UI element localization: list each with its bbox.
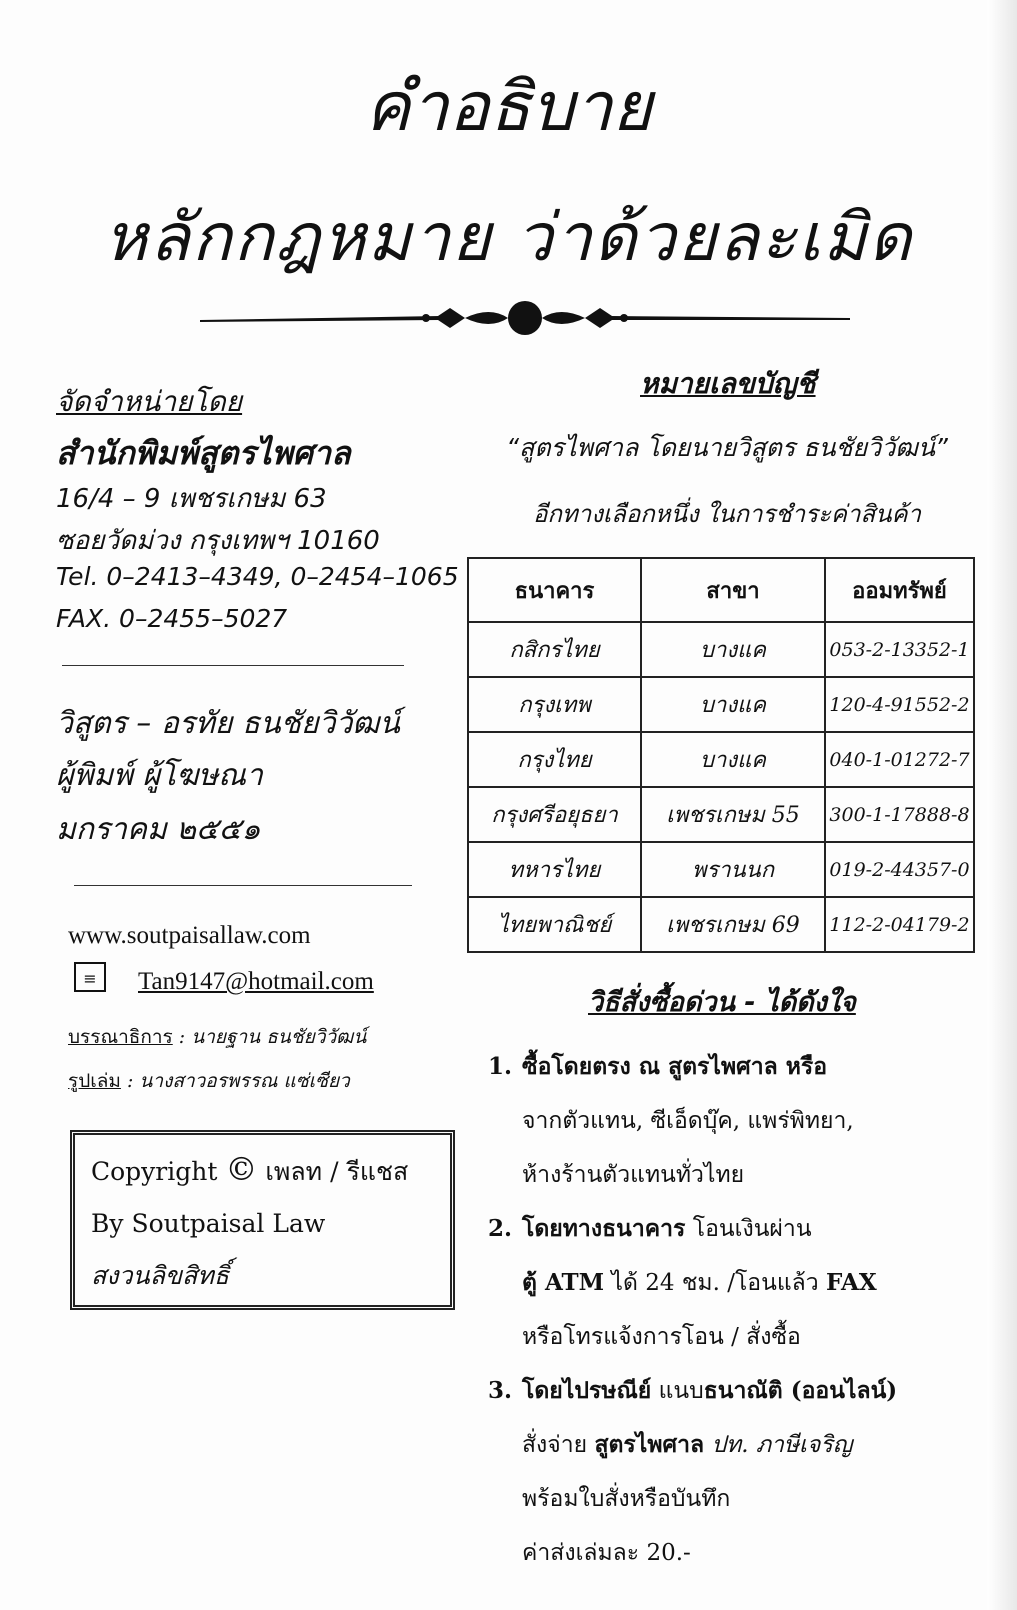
column-header-branch: สาขา (641, 558, 825, 622)
branch-cell: บางแค (641, 677, 825, 732)
ordering-list (488, 1040, 978, 1580)
copyright-line-1 (91, 1143, 450, 1198)
table-header-row (468, 558, 974, 622)
divider (74, 885, 412, 886)
editor-credit (68, 1022, 366, 1052)
item-text: พร้อมใบสั่งหรือบันทึก (522, 1486, 731, 1512)
item-text: โดยทางธนาคาร (522, 1215, 686, 1242)
item-number: 2. (488, 1215, 513, 1242)
accounts-note: อีกทางเลือกหนึ่ง ในการชำระค่าสินค้า (532, 500, 922, 528)
publisher-names: วิสูตร – อรทัย ธนชัยวิวัฒน์ (56, 706, 400, 741)
bank-cell: กสิกรไทย (468, 622, 641, 677)
ornament-divider-icon (200, 296, 850, 340)
item-text: ห้างร้านตัวแทนทั่วไทย (522, 1162, 745, 1188)
account-cell: 053-2-13352-1 (825, 622, 974, 677)
item-text: ธนาณัติ (ออนไลน์) (703, 1377, 898, 1404)
accounts-heading: หมายเลขบัญชี (640, 367, 816, 400)
layout-label: รูปเล่ม (68, 1070, 121, 1092)
layout-credit (68, 1066, 350, 1096)
branch-cell: เพชรเกษม 69 (641, 897, 825, 952)
email-link[interactable]: Tan9147@hotmail.com (138, 968, 374, 995)
bank-cell: กรุงเทพ (468, 677, 641, 732)
table-row (468, 842, 974, 897)
copyright-symbol-icon: © (225, 1150, 258, 1188)
bank-cell: ทหารไทย (468, 842, 641, 897)
item-text: ค่าส่งเล่มละ 20.- (522, 1540, 691, 1566)
item-text: สูตรไพศาล (594, 1431, 705, 1458)
branch-cell: เพชรเกษม 55 (641, 787, 825, 842)
copyright-line-3: สงวนลิขสิทธิ์ (91, 1261, 230, 1290)
column-header-savings: ออมทรัพย์ (825, 558, 974, 622)
item-text: ปท. ภาษีเจริญ (711, 1432, 853, 1458)
item-number: 3. (488, 1377, 513, 1404)
table-row (468, 622, 974, 677)
table-row (468, 732, 974, 787)
item-text: แนบ (658, 1378, 704, 1404)
page-title: คำอธิบาย (364, 68, 653, 147)
bank-cell: ไทยพาณิชย์ (468, 897, 641, 952)
copyright-box (70, 1130, 455, 1310)
telephone: Tel. 0–2413–4349, 0–2454–1065 (56, 562, 459, 591)
account-cell: 300-1-17888-8 (825, 787, 974, 842)
branch-cell: บางแค (641, 732, 825, 787)
account-cell: 120-4-91552-2 (825, 677, 974, 732)
distributor-name: สำนักพิมพ์สูตรไพศาล (56, 434, 351, 472)
bank-cell: กรุงไทย (468, 732, 641, 787)
editor-name: : นายฐาน ธนชัยวิวัฒน์ (178, 1026, 367, 1048)
bank-accounts-table (467, 557, 975, 953)
fax: FAX. 0–2455–5027 (56, 604, 288, 633)
column-header-bank: ธนาคาร (468, 558, 641, 622)
mail-icon: ≡ (74, 962, 106, 992)
item-number: 1. (488, 1053, 513, 1080)
item-text: ได้ 24 ชม. /โอนแล้ว (611, 1270, 819, 1296)
item-text: ซื้อโดยตรง ณ สูตรไพศาล หรือ (522, 1053, 828, 1080)
bank-cell: กรุงศรีอยุธยา (468, 787, 641, 842)
layout-name: : นางสาวอรพรรณ แซ่เซียว (126, 1070, 350, 1092)
list-item (488, 1364, 978, 1580)
account-cell: 112-2-04179-2 (825, 897, 974, 952)
distributor-label: จัดจำหน่ายโดย (56, 385, 243, 418)
address-line-1: 16/4 – 9 เพชรเกษม 63 (56, 484, 327, 514)
page-subtitle: หลักกฎหมาย ว่าด้วยละเมิด (103, 199, 914, 276)
branch-cell: พรานนก (641, 842, 825, 897)
list-item (488, 1040, 978, 1202)
item-text: FAX (826, 1269, 877, 1296)
item-text: ตู้ ATM (522, 1269, 605, 1296)
website-link[interactable]: www.soutpaisallaw.com (68, 922, 311, 949)
editor-label: บรรณาธิการ (68, 1026, 173, 1048)
account-cell: 019-2-44357-0 (825, 842, 974, 897)
table-row (468, 677, 974, 732)
account-holder: “สูตรไพศาล โดยนายวิสูตร ธนชัยวิวัฒน์” (506, 433, 948, 462)
table-row (468, 897, 974, 952)
branch-cell: บางแค (641, 622, 825, 677)
item-text: โดยไปรษณีย์ (522, 1377, 652, 1404)
item-text: โอนเงินผ่าน (692, 1216, 812, 1242)
publish-date: มกราคม ๒๕๕๑ (56, 812, 261, 847)
divider (62, 665, 404, 666)
list-item (488, 1202, 978, 1364)
copyright-plate: เพลท / รีแชส (265, 1157, 409, 1186)
table-row (468, 787, 974, 842)
copyright-word: Copyright (91, 1157, 218, 1186)
item-text: จากตัวแทน, ซีเอ็ดบุ๊ค, แพร่พิทยา, (522, 1108, 854, 1134)
address-line-2: ซอยวัดม่วง กรุงเทพฯ 10160 (56, 526, 380, 556)
account-cell: 040-1-01272-7 (825, 732, 974, 787)
ordering-heading: วิธีสั่งซื้อด่วน - ได้ดังใจ (588, 987, 856, 1018)
publisher-role: ผู้พิมพ์ ผู้โฆษณา (56, 758, 263, 793)
copyright-line-2: By Soutpaisal Law (91, 1209, 326, 1238)
item-text: หรือโทรแจ้งการโอน / สั่งซื้อ (522, 1324, 801, 1350)
item-text: สั่งจ่าย (522, 1432, 588, 1458)
